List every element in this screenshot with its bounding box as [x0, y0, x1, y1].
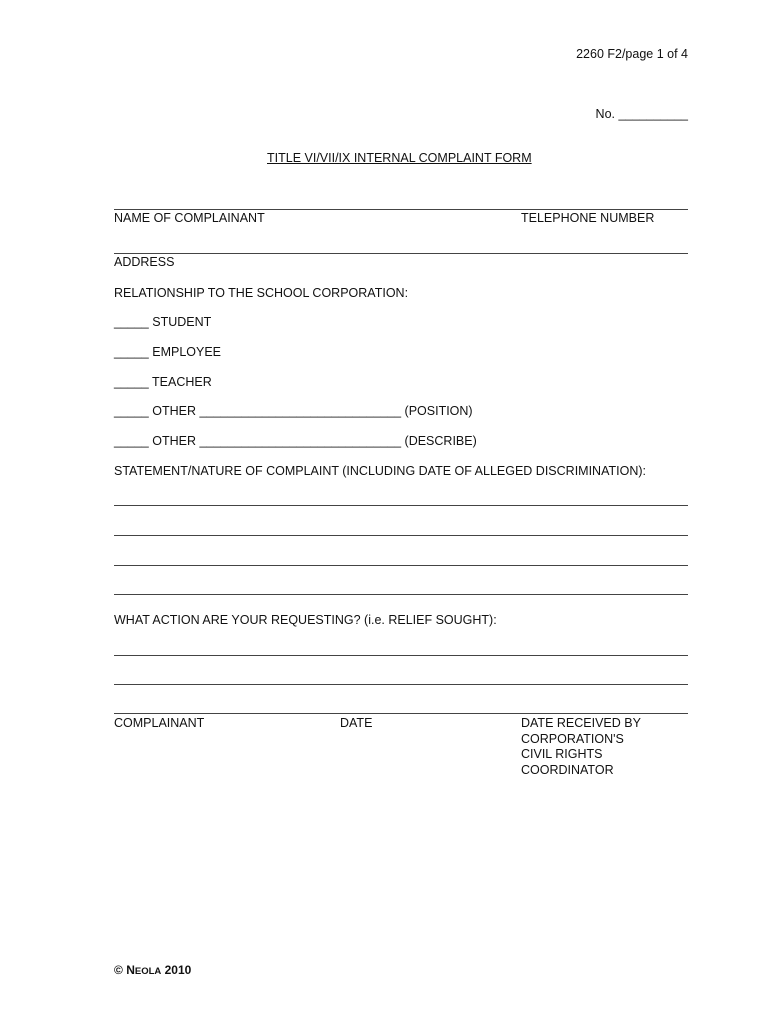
- copyright-year: 2010: [164, 963, 192, 977]
- statement-line[interactable]: [114, 505, 688, 506]
- address-line[interactable]: [114, 253, 688, 254]
- name-of-complainant-label: NAME OF COMPLAINANT: [114, 211, 265, 225]
- neola-rest: EOLA: [134, 966, 162, 977]
- copyright-notice: [114, 963, 191, 977]
- action-line[interactable]: [114, 655, 688, 656]
- copyright-symbol: ©: [114, 963, 123, 977]
- statement-line[interactable]: [114, 594, 688, 595]
- action-requested-label: WHAT ACTION ARE YOUR REQUESTING? (i.e. RELIEF SOUGHT):: [114, 613, 497, 627]
- neola-first-letter: N: [126, 963, 135, 977]
- statement-line[interactable]: [114, 565, 688, 566]
- complainant-signature-label: COMPLAINANT: [114, 716, 205, 730]
- date-received-line: CIVIL RIGHTS: [521, 747, 603, 761]
- date-received-line: DATE RECEIVED BY: [521, 716, 641, 730]
- statement-line[interactable]: [114, 535, 688, 536]
- option-other-describe[interactable]: _____ OTHER _____________________________ (DESCRIBE): [114, 434, 477, 448]
- option-teacher[interactable]: _____ TEACHER: [114, 375, 212, 389]
- date-received-line: COORDINATOR: [521, 762, 614, 777]
- address-label: ADDRESS: [114, 255, 175, 269]
- option-other-position[interactable]: _____ OTHER _____________________________ (POSITION): [114, 404, 473, 418]
- form-title: TITLE VI/VII/IX INTERNAL COMPLAINT FORM: [267, 151, 532, 165]
- relationship-label: RELATIONSHIP TO THE SCHOOL CORPORATION:: [114, 286, 409, 300]
- action-line[interactable]: [114, 684, 688, 685]
- option-employee[interactable]: _____ EMPLOYEE: [114, 345, 222, 359]
- statement-label: STATEMENT/NATURE OF COMPLAINT (INCLUDING DATE OF ALLEGED DISCRIMINATION):: [114, 464, 646, 478]
- page-reference: 2260 F2/page 1 of 4: [576, 47, 688, 61]
- name-phone-line[interactable]: [114, 209, 688, 210]
- date-received-label: [521, 716, 641, 778]
- date-received-line: CORPORATION'S: [521, 731, 624, 746]
- telephone-number-label: TELEPHONE NUMBER: [521, 211, 655, 225]
- signature-line[interactable]: [114, 713, 688, 714]
- option-student[interactable]: _____ STUDENT: [114, 315, 212, 329]
- date-label: DATE: [340, 716, 373, 730]
- form-number-field[interactable]: No. __________: [595, 107, 688, 121]
